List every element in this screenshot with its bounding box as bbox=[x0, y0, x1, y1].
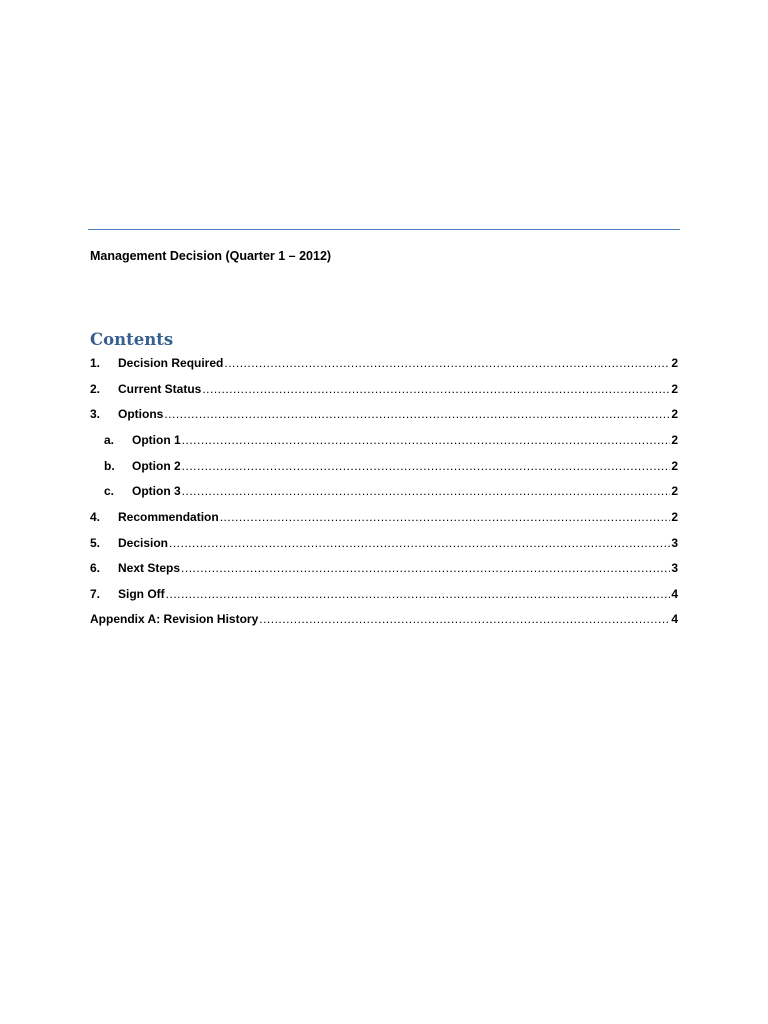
toc-entry-label: Option 1 bbox=[132, 433, 181, 447]
toc-entry-option-3[interactable] bbox=[90, 482, 678, 500]
toc-entry-page: 2 bbox=[671, 484, 678, 498]
toc-entry-page: 4 bbox=[671, 587, 678, 601]
toc-dot-leader bbox=[166, 585, 671, 603]
toc-entry-next-steps[interactable] bbox=[90, 559, 678, 577]
toc-entry-label: Decision bbox=[118, 536, 169, 550]
toc-entry-page: 2 bbox=[671, 459, 678, 473]
toc-heading: Contents bbox=[90, 330, 174, 349]
toc-entry-number: 5. bbox=[90, 536, 101, 550]
toc-entry-appendix-a[interactable] bbox=[90, 610, 678, 628]
document-title: Management Decision (Quarter 1 – 2012) bbox=[90, 249, 332, 263]
toc-entry-label: Decision Required bbox=[118, 356, 224, 370]
toc-entry-label: Option 3 bbox=[132, 484, 181, 498]
toc-entry-page: 3 bbox=[671, 536, 678, 550]
header-rule bbox=[88, 229, 680, 230]
toc-entry-number: c. bbox=[104, 484, 115, 498]
toc-entry-label: Recommendation bbox=[118, 510, 219, 524]
toc-entry-label: Next Steps bbox=[118, 561, 181, 575]
toc-dot-leader bbox=[182, 482, 671, 500]
toc-entry-number: 4. bbox=[90, 510, 101, 524]
toc-dot-leader bbox=[169, 534, 670, 552]
toc-entry-page: 3 bbox=[671, 561, 678, 575]
toc-entry-decision-required[interactable] bbox=[90, 354, 678, 372]
toc-entry-number: 2. bbox=[90, 382, 101, 396]
toc-entry-sign-off[interactable] bbox=[90, 585, 678, 603]
toc-dot-leader bbox=[224, 354, 670, 372]
toc-dot-leader bbox=[182, 431, 671, 449]
toc-entry-page: 2 bbox=[671, 433, 678, 447]
toc-entry-option-2[interactable] bbox=[90, 457, 678, 475]
toc-entry-label: Option 2 bbox=[132, 459, 181, 473]
toc-entry-page: 2 bbox=[671, 510, 678, 524]
toc-dot-leader bbox=[202, 380, 670, 398]
toc-entry-number: 6. bbox=[90, 561, 101, 575]
toc-entry-current-status[interactable] bbox=[90, 380, 678, 398]
toc-entry-number: 1. bbox=[90, 356, 101, 370]
toc-dot-leader bbox=[220, 508, 671, 526]
toc-entry-number: 3. bbox=[90, 407, 101, 421]
toc-entry-page: 2 bbox=[671, 407, 678, 421]
toc-dot-leader bbox=[182, 457, 671, 475]
toc-entry-label: Appendix A: Revision History bbox=[90, 612, 259, 626]
toc-entry-number: a. bbox=[104, 433, 115, 447]
toc-entry-label: Sign Off bbox=[118, 587, 165, 601]
toc-dot-leader bbox=[259, 610, 670, 628]
toc-dot-leader bbox=[164, 405, 670, 423]
toc-entry-recommendation[interactable] bbox=[90, 508, 678, 526]
toc-entry-decision[interactable] bbox=[90, 534, 678, 552]
toc-entry-label: Options bbox=[118, 407, 164, 421]
toc-entry-page: 4 bbox=[671, 612, 678, 626]
toc-entry-options[interactable] bbox=[90, 405, 678, 423]
toc-entry-label: Current Status bbox=[118, 382, 202, 396]
toc-dot-leader bbox=[181, 559, 670, 577]
toc-entry-option-1[interactable] bbox=[90, 431, 678, 449]
toc-entry-page: 2 bbox=[671, 382, 678, 396]
toc-entry-number: b. bbox=[104, 459, 115, 473]
toc-entry-number: 7. bbox=[90, 587, 101, 601]
toc-entry-page: 2 bbox=[671, 356, 678, 370]
